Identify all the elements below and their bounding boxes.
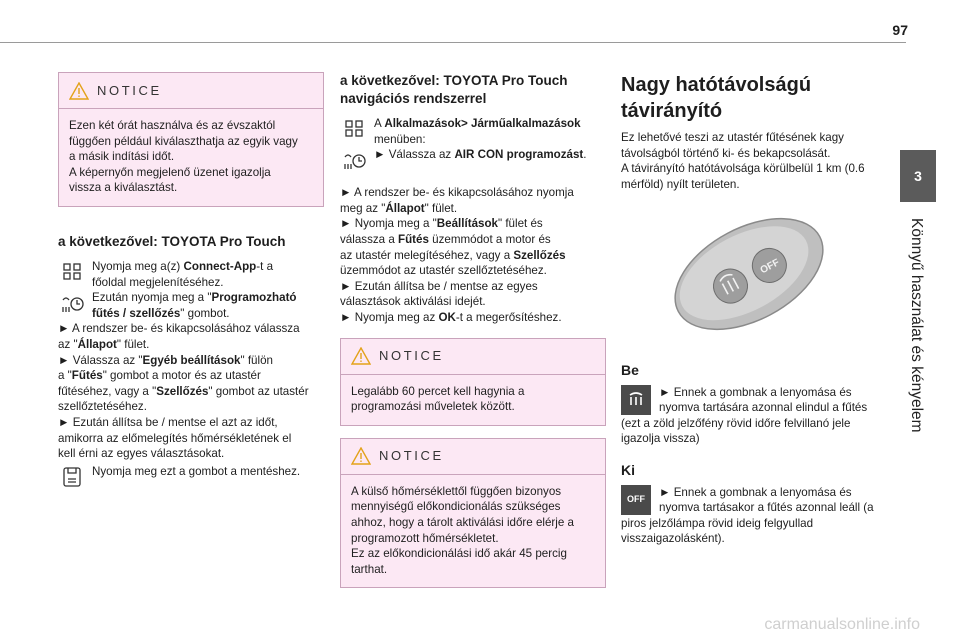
column-middle: a következővel: TOYOTA Pro Touch navigációs rendszerrel A Alkalmazások> Járműalkalmazások menüben: ► Válassza az AIR CON programozást. ► A rendszer be- és kikapcsolásához nyomja meg az "Állapot" fület. ► Nyomja meg a "Beállítások" fület és válassza a Fűtés üzemmódot a motor és az utastér melegítéséhez, vagy a Szellőzés üzemmódot az utastér szellőztetéséhez. ► Ezután állítsa be / mentse az egyes választások aktiválási idejét. ► Nyomja meg az OK-t a megerősítéshez. NOTICE Legalább 60 percet kell hagynia a programozási műveletek között. NOTICE A külső hőmérséklettől függően bizonyos mennyiségű előkondicionálás szükséges ahhoz, hogy a tárolt aktiválási időre elérje a programozott hőmérsékletet. Ez az előkondicionálási idő akár 45 percig tarthat.	[340, 72, 606, 588]
watermark: carmanualsonline.info	[764, 616, 920, 633]
page-title: távirányító	[621, 100, 723, 122]
section-title: navigációs rendszerrel	[340, 91, 487, 106]
warning-icon	[69, 82, 89, 100]
notice-box	[58, 72, 324, 207]
notice-text: a másik indítási időt.	[69, 150, 175, 164]
instruction-row: ► Válassza az AIR CON programozást.	[340, 147, 606, 173]
instruction-row: Nyomja meg a(z) Connect-App-t a főoldal megjelenítéséhez.	[58, 259, 324, 290]
save-icon	[58, 464, 86, 490]
column-left: NOTICE Ezen két órát használva és az évszaktól függően például kiválaszthatja az egyik vagy a másik indítási időt. A képernyőn megjelenő üzenet igazolja vissza a kiválasztást. a következővel: TOYOTA Pro Touch Nyomja meg a(z) Connect-App-t a főoldal megjelenítéséhez. Ezután nyomja meg a "Programozható fűtés / szellőzés" gombot. ► A rendszer be- és kikapcsolásához válassza az "Állapot" fület. ► Válassza az "Egyéb beállítások" fülön a "Fűtés" gombot a motor és az utastér fűtéséhez, vagy a "Szellőzés" gombot az utastér szellőztetéséhez. ► Ezután állítsa be / mentse el azt az időt, amikorra az előmelegítés hőmérsékletének el kell érni az egyes választásokat. Nyomja meg ezt a gombot a mentéshez.	[58, 72, 324, 490]
page-number: 97	[892, 22, 908, 38]
column-right: Nagy hatótávolságú távirányító Ez lehetővé teszi az utastér fűtésének kagy távolságból történő ki- és bekapcsolását. A távirányító hatótávolsága körülbelül 1 km (0.6 mérföld) nyílt területen. OFF Be ► Ennek a gombnak a lenyomása és nyomva tartására azonnal elindul a fűtés (ezt a zöld jelzőfény rövid időre felvillanó jele igazolja vissza) Ki OFF ► Ennek a gombnak a lenyomása és nyomva tartásakor a fűtés azonnal leáll (a piros jelzőlámpa rövid ideig felgyullad visszaigazolásként).	[621, 72, 887, 547]
section-heading: Ki	[621, 461, 635, 478]
instruction-row: Nyomja meg ezt a gombot a mentéshez.	[58, 464, 324, 490]
heater-on-icon	[621, 385, 651, 415]
page-title: Nagy hatótávolságú	[621, 74, 812, 96]
notice-text: programozási műveletek között.	[351, 400, 515, 414]
warning-icon	[351, 447, 371, 465]
notice-text: Legalább 60 percet kell hagynia a	[351, 384, 525, 398]
section-title: a következővel: TOYOTA Pro Touch	[58, 233, 286, 249]
notice-text: mennyiségű előkondicionálás szükséges	[351, 500, 561, 514]
heater-clock-icon	[340, 147, 368, 173]
notice-text: Ez az előkondicionálási idő akár 45 percig	[351, 547, 567, 561]
section-title: a következővel: TOYOTA Pro Touch	[340, 73, 568, 88]
instruction-row: OFF ► Ennek a gombnak a lenyomása és nyomva tartásakor a fűtés azonnal leáll (a	[621, 485, 887, 516]
remote-control-illustration	[621, 192, 887, 352]
top-divider	[0, 42, 906, 43]
notice-text: függően például kiválaszthatja az egyik vagy	[69, 134, 298, 148]
warning-icon	[351, 347, 371, 365]
notice-text: A képernyőn megjelenő üzenet igazolja	[69, 165, 271, 179]
apps-grid-icon	[58, 259, 86, 285]
section-heading: Be	[621, 361, 639, 378]
notice-text: ahhoz, hogy a tárolt aktiválási időre elérje a	[351, 515, 574, 529]
notice-box	[340, 438, 606, 589]
instruction-row: A Alkalmazások> Járműalkalmazások menüben:	[340, 116, 606, 147]
off-button-icon: OFF	[621, 485, 651, 515]
instruction-row: ► Ennek a gombnak a lenyomása és nyomva tartására azonnal elindul a fűtés	[621, 385, 887, 416]
notice-heading: NOTICE	[97, 82, 162, 98]
notice-text: vissza a kiválasztást.	[69, 181, 178, 195]
heater-clock-icon	[58, 290, 86, 316]
chapter-tab[interactable]: 3	[900, 150, 936, 202]
notice-heading: NOTICE	[379, 348, 444, 364]
instruction-row: Ezután nyomja meg a "Programozható fűtés / szellőzés" gombot.	[58, 290, 324, 321]
notice-box	[340, 338, 606, 426]
remote-off-label: OFF	[758, 257, 782, 277]
notice-text: A külső hőmérséklettől függően bizonyos	[351, 484, 562, 498]
notice-text: programozott hőmérsékletet.	[351, 531, 499, 545]
apps-grid-icon	[340, 116, 368, 142]
notice-text: tarthat.	[351, 562, 388, 576]
chapter-title: Könnyű használat és kényelem	[908, 218, 925, 433]
notice-heading: NOTICE	[379, 448, 444, 464]
notice-text: Ezen két órát használva és az évszaktól	[69, 119, 276, 132]
